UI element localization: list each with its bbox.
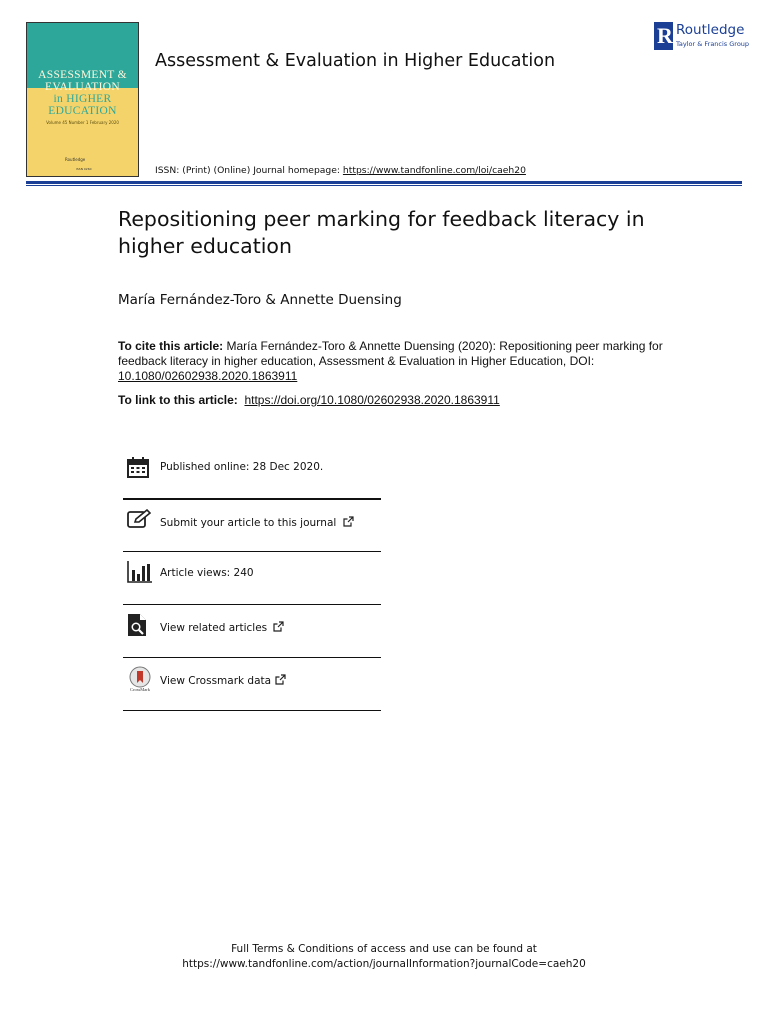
routledge-r-icon — [654, 22, 673, 50]
cover-publisher: Routledge — [65, 157, 86, 162]
issn-prefix: ISSN: (Print) (Online) Journal homepage: — [155, 165, 343, 176]
external-link-icon — [273, 621, 284, 632]
cite-doi-link[interactable]: 10.1080/02602938.2020.1863911 — [118, 369, 298, 383]
footer-terms-text: Full Terms & Conditions of access and use can be found at — [231, 943, 537, 955]
crossmark-logo — [127, 666, 153, 694]
crossmark-row[interactable] — [123, 666, 381, 696]
bar-chart-icon — [127, 561, 153, 583]
submit-article-row[interactable] — [123, 508, 381, 538]
cover-publisher-sub: ISSN 0260 — [76, 167, 92, 171]
external-link-icon — [343, 516, 354, 527]
article-views: Article views: 240 — [160, 567, 254, 579]
cover-title: ASSESSMENT & EVALUATION in HIGHER EDUCATION — [38, 69, 127, 117]
header-rule — [26, 181, 742, 184]
info-divider — [123, 551, 381, 552]
article-link-line — [118, 393, 500, 407]
crossmark-logo-text: CrossMark — [130, 687, 150, 692]
cover-volume: Volume 45 Number 1 February 2020 — [46, 120, 119, 125]
crossmark-link[interactable]: View Crossmark data — [160, 674, 286, 687]
header-rule-thin — [26, 185, 742, 186]
cite-text: María Fernández-Toro & Annette Duensing (2020): Repositioning peer marking for feedback literacy in higher education, Assessment & Evaluation in Higher Education, DOI: — [118, 339, 663, 368]
journal-cover — [26, 22, 139, 177]
article-views-row — [123, 560, 381, 586]
citation-block — [118, 339, 663, 384]
edit-icon — [127, 509, 151, 529]
svg-text:R: R — [657, 23, 673, 48]
publisher-name: Routledge — [676, 22, 745, 38]
info-divider — [123, 710, 381, 711]
related-articles-row[interactable] — [123, 613, 381, 639]
journal-homepage-link[interactable]: https://www.tandfonline.com/loi/caeh20 — [342, 165, 526, 176]
publisher-group: Taylor & Francis Group — [676, 40, 750, 48]
published-row — [123, 455, 381, 479]
article-doi-link[interactable]: https://doi.org/10.1080/02602938.2020.1863911 — [244, 393, 500, 407]
external-link-icon — [275, 674, 286, 685]
link-label: To link to this article: — [118, 393, 238, 407]
related-articles-link[interactable]: View related articles — [160, 621, 284, 634]
info-divider — [123, 657, 381, 658]
journal-title: Assessment & Evaluation in Higher Education — [155, 51, 556, 71]
article-title: Repositioning peer marking for feedback literacy in higher education — [118, 207, 645, 258]
published-date: Published online: 28 Dec 2020. — [160, 461, 324, 473]
submit-article-link[interactable]: Submit your article to this journal — [160, 516, 354, 529]
crossmark-icon — [128, 666, 152, 688]
footer-terms-link[interactable]: https://www.tandfonline.com/action/journalInformation?journalCode=caeh20 — [182, 958, 586, 970]
article-authors: María Fernández-Toro & Annette Duensing — [118, 292, 402, 308]
calendar-icon — [127, 456, 149, 478]
document-search-icon — [127, 613, 149, 637]
footer — [0, 942, 768, 972]
issn-line — [155, 165, 526, 176]
cite-label: To cite this article: — [118, 339, 224, 353]
info-divider — [123, 498, 381, 500]
info-divider — [123, 604, 381, 605]
